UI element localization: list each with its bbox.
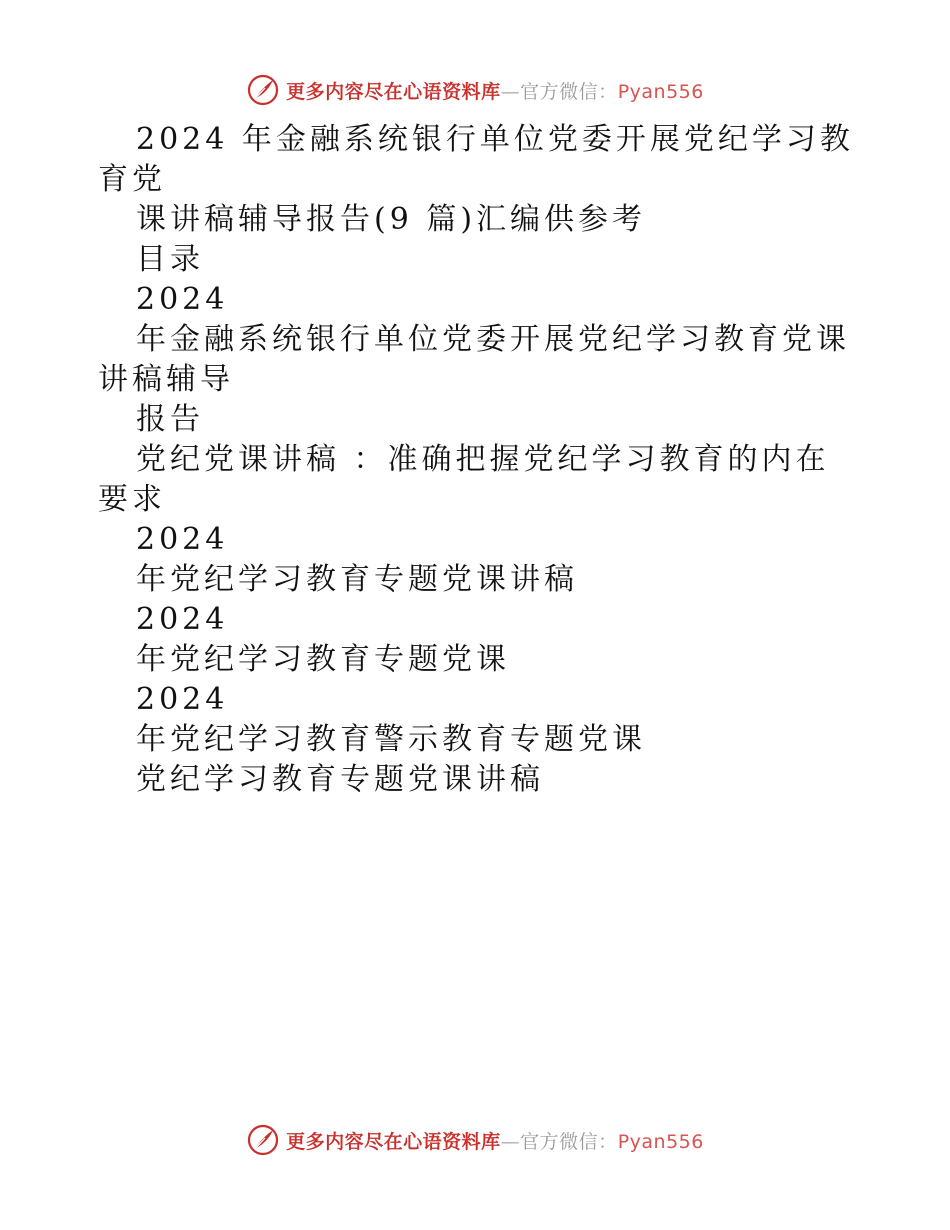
feather-pen-logo-icon [246,1123,280,1157]
toc-line: 年党纪学习教育警示教育专题党课 [136,722,646,757]
header-wechat-id: Pyan556 [617,80,704,103]
toc-line: 党纪党课讲稿 ：准确把握党纪学习教育的内在 [136,442,830,477]
title-line-1: 2024 年金融系统银行单位党委开展党纪学习教 [136,122,854,157]
header-banner-text [286,77,704,104]
toc-line: 2024 [136,682,229,717]
toc-heading: 目录 [136,242,204,277]
title-line-2: 育党 [98,162,166,197]
toc-line: 要求 [98,482,166,517]
toc-line: 党纪学习教育专题党课讲稿 [136,762,544,797]
footer-banner [0,1120,950,1160]
toc-line: 2024 [136,602,229,637]
header-brand: 更多内容尽在心语资料库 [286,80,501,103]
document-body [98,120,858,800]
footer-wechat-label: 官方微信： [520,1130,618,1153]
toc-line: 年党纪学习教育专题党课 [136,642,510,677]
footer-wechat-id: Pyan556 [617,1130,704,1153]
title-line-3: 课讲稿辅导报告(9 篇)汇编供参考 [136,202,647,237]
footer-banner-text [286,1127,704,1154]
header-wechat-label: 官方微信： [520,80,618,103]
toc-line: 报告 [136,402,204,437]
footer-brand: 更多内容尽在心语资料库 [286,1130,501,1153]
footer-separator: — [500,1130,521,1153]
toc-line: 年党纪学习教育专题党课讲稿 [136,562,578,597]
toc-line: 2024 [136,282,229,317]
feather-pen-logo-icon [246,73,280,107]
toc-line: 年金融系统银行单位党委开展党纪学习教育党课 [136,322,850,357]
toc-line: 2024 [136,522,229,557]
toc-line: 讲稿辅导 [98,362,234,397]
header-separator: — [500,80,521,103]
header-banner [0,70,950,110]
